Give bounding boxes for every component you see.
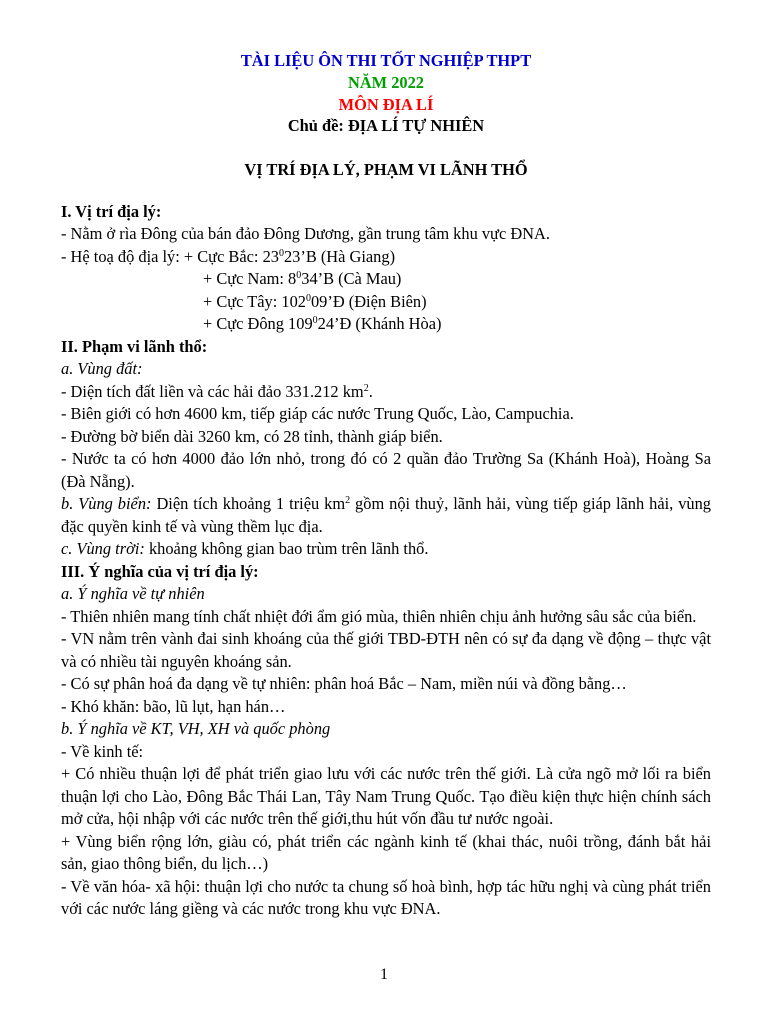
section2-c: [61, 538, 711, 561]
degree-sign: 0: [305, 292, 311, 304]
section1-heading: I. Vị trí địa lý:: [61, 201, 162, 221]
section2-c-text: khoảng không gian bao trùm trên lãnh thổ.: [144, 539, 429, 559]
degree-sign: 0: [296, 270, 302, 282]
section3-b3: + Vùng biển rộng lớn, giàu có, phát triển các ngành kinh tế (khai thác, nuôi trồng, đánh bắt hải sản, giao thông biển, du lịch…): [61, 831, 711, 874]
page-title: VỊ TRÍ ĐỊA LÝ, PHẠM VI LÃNH THỔ: [244, 160, 528, 180]
coord-east: [61, 313, 711, 336]
doc-header-year: NĂM 2022: [347, 72, 425, 92]
section2-a4: - Nước ta có hơn 4000 đảo lớn nhỏ, trong đó có 2 quần đảo Trường Sa (Khánh Hoà), Hoàng Sa (Đà Nẵng).: [61, 449, 711, 491]
section2-b-text: Diện tích khoảng 1 triệu km: [151, 494, 346, 514]
coord-west-b: 09’Đ (Điện Biên): [310, 291, 427, 311]
section3-b4: - Về văn hóa- xã hội: thuận lợi cho nước ta chung số hoà bình, hợp tác hữu nghị và cùng phát triển với các nước láng giềng và các nước trong khu vực ĐNA.: [61, 876, 711, 919]
coord-east-a: + Cực Đông 109: [203, 314, 313, 334]
coord-south-a: + Cực Nam: 8: [203, 269, 297, 289]
coord-intro: - Hệ toạ độ địa lý:: [61, 246, 184, 266]
section1-line: - Nằm ở rìa Đông của bán đảo Đông Dương, gần trung tâm khu vực ĐNA.: [61, 224, 550, 244]
document-page: [61, 50, 711, 921]
section3-a-title: a. Ý nghĩa về tự nhiên: [61, 584, 205, 604]
doc-header-line1: TÀI LIỆU ÔN THI TỐT NGHIỆP THPT: [240, 51, 532, 70]
superscript: 2: [345, 495, 351, 507]
coord-west: [61, 291, 711, 314]
section3-a4: - Khó khăn: bão, lũ lụt, hạn hán…: [61, 696, 286, 716]
section2-a1-text: - Diện tích đất liền và các hải đảo 331.212 km: [61, 381, 364, 401]
coord-north-a: + Cực Bắc: 23: [183, 246, 279, 266]
degree-sign: 0: [312, 315, 318, 327]
section3-a1: - Thiên nhiên mang tính chất nhiệt đới ẩm gió mùa, thiên nhiên chịu ảnh hưởng sâu sắc của biển.: [61, 606, 697, 626]
section2-a2: - Biên giới có hơn 4600 km, tiếp giáp các nước Trung Quốc, Lào, Campuchia.: [61, 404, 574, 424]
degree-sign: 0: [278, 247, 284, 259]
superscript: 2: [363, 382, 369, 394]
doc-topic: [61, 115, 711, 137]
section3-heading: III. Ý nghĩa của vị trí địa lý:: [61, 561, 259, 581]
doc-topic-text: ĐỊA LÍ TỰ NHIÊN: [347, 116, 485, 136]
section2-b-text-end: gồm nội thuỷ, lãnh hải, vùng tiếp giáp lãnh hải, vùng đặc quyền kinh tế và vùng thềm lục địa.: [61, 494, 711, 536]
coord-south: [61, 268, 711, 291]
section2-a-title: a. Vùng đất:: [61, 359, 143, 379]
section2-c-title: c. Vùng trời:: [61, 539, 145, 559]
doc-topic-prefix: Chủ đề:: [287, 116, 348, 136]
section2-heading: II. Phạm vi lãnh thổ:: [61, 336, 208, 356]
section3-a3: - Có sự phân hoá đa dạng về tự nhiên: phân hoá Bắc – Nam, miền núi và đồng bằng…: [61, 674, 627, 694]
coord-west-a: + Cực Tây: 102: [203, 291, 306, 311]
page-number: 1: [380, 966, 388, 983]
section2-b-title: b. Vùng biển:: [61, 494, 152, 514]
section2-a1-end: .: [368, 381, 373, 401]
doc-header-subject: MÔN ĐỊA LÍ: [338, 94, 434, 114]
coord-south-b: 34’B (Cà Mau): [301, 269, 402, 289]
coord-east-b: 24’Đ (Khánh Hòa): [317, 314, 442, 334]
section2-a1: [61, 381, 711, 404]
section3-b-title: b. Ý nghĩa về KT, VH, XH và quốc phòng: [61, 719, 331, 739]
section2-b: [61, 493, 711, 538]
coord-north-b: 23’B (Hà Giang): [283, 246, 396, 266]
coord-north: [61, 246, 711, 269]
section3-b2: + Có nhiều thuận lợi để phát triển giao lưu với các nước trên thế giới. Là cửa ngõ mở lối ra biển thuận lợi cho Lào, Đông Bắc Thái Lan, Tây Nam Trung Quốc. Tạo điều kiện thực hiện chính sách mở cửa, hội nhập với các nước trên thế giới,thu hút vốn đầu tư nước ngoài.: [61, 764, 711, 829]
section3-b1: - Về kinh tế:: [61, 741, 144, 761]
section2-a3: - Đường bờ biển dài 3260 km, có 28 tỉnh, thành giáp biển.: [61, 426, 443, 446]
section3-a2: - VN nằm trên vành đai sinh khoáng của thế giới TBD-ĐTH nên có sự đa dạng về động – thực vật và có nhiều tài nguyên khoáng sản.: [61, 629, 711, 671]
